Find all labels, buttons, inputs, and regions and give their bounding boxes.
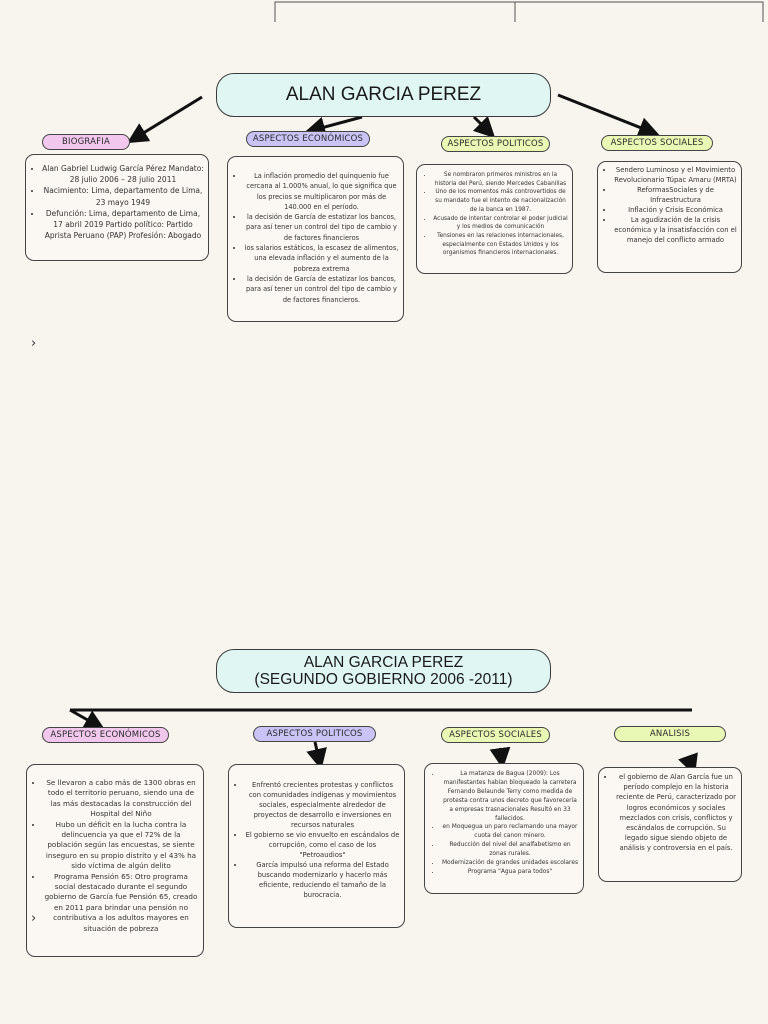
politicos-item: • Tensiones en las relaciones internacionales, especialmente con Estados Unidos y los organismos financieros internacionales. <box>433 232 568 258</box>
politicos-item: • Uno de los momentos más controvertidos de su mandato fue el intento de nacionalización de la banca en 1987. <box>433 188 568 214</box>
arrow-politicos-bottom <box>315 742 320 764</box>
label-sociales-top <box>601 135 713 151</box>
sociales-item: • Inflación y Crisis Económica <box>614 205 737 215</box>
politicos-item: • Se nombraron primeros ministros en la historia del Perú, siendo Mercedes Cabanillas <box>433 171 568 188</box>
bottom-title <box>216 649 551 693</box>
arrow-sociales-top <box>558 95 654 133</box>
box-sociales-top <box>597 161 742 273</box>
label-sociales-top-text: ASPECTOS SOCIALES <box>610 138 704 148</box>
arrow-politicos-top <box>474 117 491 134</box>
sociales-bottom-item: • Modernización de grandes unidades escolares <box>441 859 579 868</box>
top-title <box>216 73 551 117</box>
box-economicos-top <box>227 156 404 322</box>
label-politicos-bottom-text: ASPECTOS POLITICOS <box>266 729 363 739</box>
bottom-title-line2: (SEGUNDO GOBIERNO 2006 -2011) <box>254 671 513 688</box>
label-biografia-text: BIOGRAFIA <box>61 137 110 147</box>
label-politicos-top-text: ASPECTOS POLITICOS <box>447 139 544 149</box>
economicos-item: • La inflación promedio del quinquenio fue cercana al 1.000% anual, lo que significa que los precios se multiplicaron por más de 140.000 en el período. <box>244 171 399 212</box>
label-sociales-bottom <box>441 727 550 743</box>
biografia-item: • Alan Gabriel Ludwig García Pérez Mandato: 28 julio 2006 – 28 julio 2011 <box>42 163 204 185</box>
chevron-right-icon[interactable]: › <box>31 911 37 926</box>
politicos-bottom-item: • García impulsó una reforma del Estado buscando modernizarlo y hacerlo más eficiente, reduciendo el tamaño de la burocracia. <box>245 860 400 900</box>
box-biografia <box>25 154 209 261</box>
box-politicos-top <box>416 164 573 274</box>
label-politicos-top <box>441 136 550 152</box>
analisis-item: • el gobierno de Alan García fue un período complejo en la historia reciente de Perú, caracterizado por logros económicos y sociales mezclados con crisis, conflictos y escándalos de corrupción. Su legado sigue siendo objeto de análisis y controversia en el país. <box>615 772 737 854</box>
politicos-bottom-item: • El gobierno se vio envuelto en escándalos de corrupción, como el caso de los "Petroaudios" <box>245 830 400 860</box>
sociales-item: • La agudización de la crisis económica y la insatisfacción con el manejo del conflicto armado <box>614 215 737 245</box>
label-economicos-top-text: ASPECTOS ECONÓMICOS <box>252 134 364 144</box>
box-politicos-bottom <box>228 764 405 928</box>
top-title-text: ALAN GARCIA PEREZ <box>285 84 482 105</box>
economicos-bottom-item: • Hubo un déficit en la lucha contra la delincuencia ya que el 72% de la población según las encuestas, se siente inseguro en su propio distrito y el 43% ha sido víctima de algún delito <box>43 820 199 872</box>
economicos-item: • la decisión de García de estatizar los bancos, para así tener un control del tipo de cambio y de factores financieros <box>244 212 399 243</box>
economicos-item: • la decisión de García de estatizar los bancos, para así tener un control del tipo de cambio y de factores financieros. <box>244 274 399 305</box>
arrow-economicos-bottom <box>70 710 100 727</box>
sociales-bottom-item: • en Moquegua un paro reclamando una mayor cuota del canon minero. <box>441 823 579 841</box>
label-economicos-bottom-text: ASPECTOS ECONÓMICOS <box>50 730 161 740</box>
economicos-item: • los salarios estáticos, la escasez de alimentos, una elevada inflación y el aumento de la pobreza extrema <box>244 243 399 274</box>
label-economicos-bottom <box>42 727 169 743</box>
label-analisis <box>614 726 726 742</box>
arrow-biografia <box>132 97 202 140</box>
chevron-right-icon[interactable]: › <box>31 336 37 351</box>
label-sociales-bottom-text: ASPECTOS SOCIALES <box>449 730 542 740</box>
arrow-sociales-bottom <box>500 748 502 763</box>
sociales-bottom-item: • Programa "Agua para todos" <box>441 868 579 877</box>
politicos-bottom-item: • Enfrentó crecientes protestas y conflictos con comunidades indígenas y movimientos sociales, especialmente alrededor de proyectos de desarrollo e inversiones en recursos naturales <box>245 780 400 830</box>
economicos-bottom-item: • Se llevaron a cabo más de 1300 obras en todo el territorio peruano, siendo una de las más destacadas la construcción del Hospital del Niño <box>43 778 199 820</box>
politicos-item: • Acusado de intentar controlar el poder judicial y los medios de comunicación <box>433 215 568 232</box>
sociales-item: • ReformasSociales y de Infraestructura <box>614 185 737 205</box>
sociales-bottom-item: • La matanza de Bagua (2009): Los manifestantes habían bloqueado la carretera Fernando Belaunde Terry como medida de protesta contra unos decreto que favorecería a empresas trasnacionales Resultó en 33 fallecidos. <box>441 770 579 823</box>
arrow-economicos-top <box>310 117 362 131</box>
sociales-bottom-item: • Reducción del nivel del analfabetismo en zonas rurales. <box>441 841 579 859</box>
label-biografia <box>42 134 130 150</box>
box-sociales-bottom <box>424 763 584 894</box>
label-analisis-text: ANALISIS <box>649 729 691 739</box>
top-bracket <box>275 2 763 22</box>
economicos-bottom-item: • Programa Pensión 65: Otro programa social destacado durante el segundo gobierno de García fue Pensión 65, creado en 2011 para brindar una pensión no contributiva a los adultos mayores en situación de pobreza <box>43 872 199 934</box>
label-politicos-bottom <box>253 726 376 742</box>
sociales-item: • Sendero Luminoso y el Movimiento Revolucionario Túpac Amaru (MRTA) <box>614 165 737 185</box>
label-economicos-top <box>246 131 370 147</box>
box-analisis <box>598 767 742 882</box>
box-economicos-bottom <box>26 764 204 957</box>
biografia-item: • Defunción: Lima, departamento de Lima, 17 abril 2019 Partido político: Partido Aprista Peruano (PAP) Profesión: Abogado <box>42 208 204 242</box>
bottom-title-line1: ALAN GARCIA PEREZ <box>303 654 464 671</box>
biografia-item: • Nacimiento: Lima, departamento de Lima, 23 mayo 1949 <box>42 185 204 207</box>
